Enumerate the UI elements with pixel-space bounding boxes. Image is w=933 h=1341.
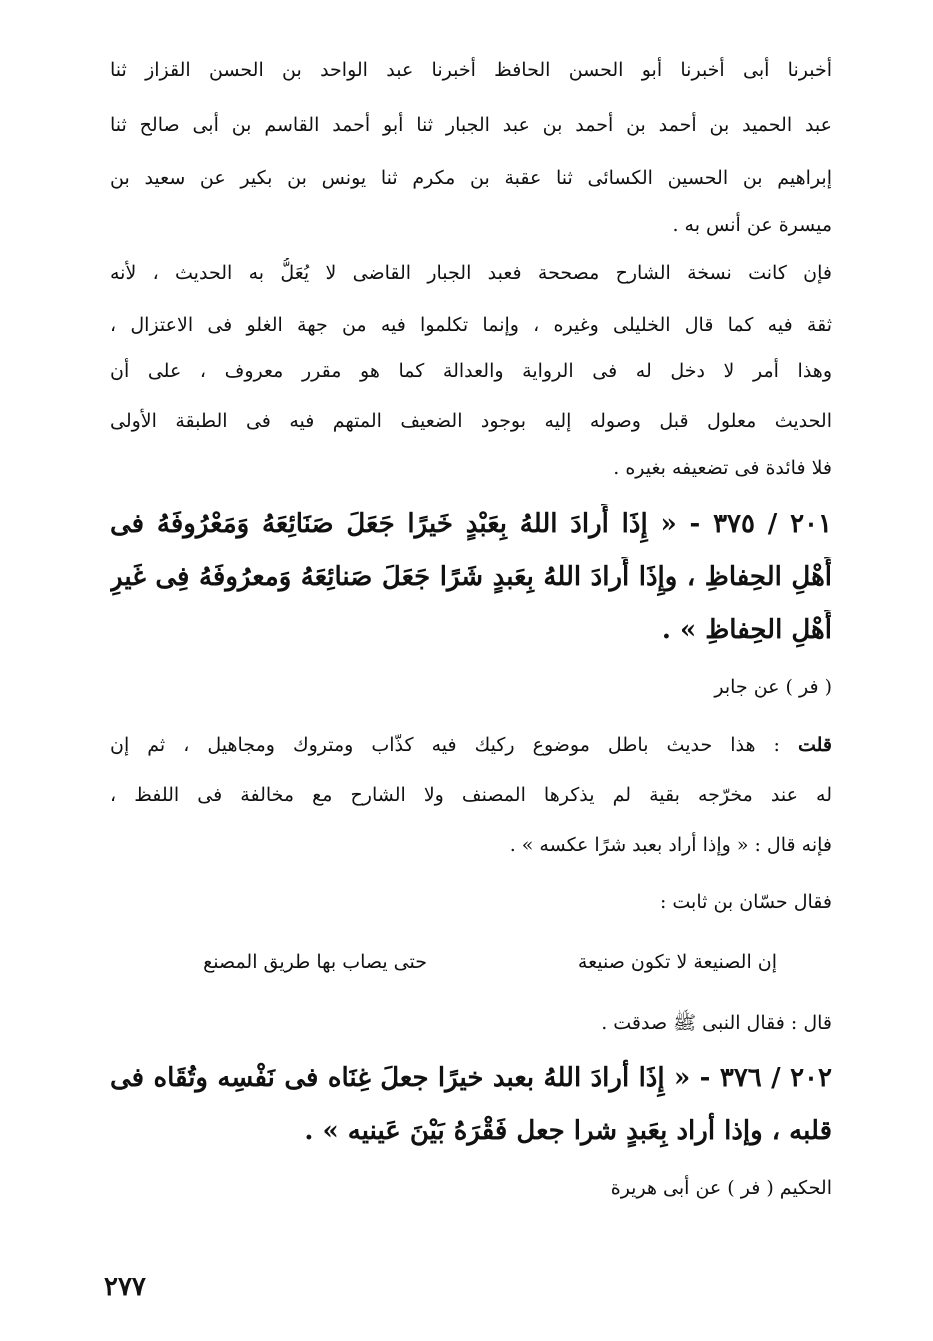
qultu-line: فإنه قال : « وإذا أراد بعبد شرًا عكسه » .: [509, 834, 832, 856]
qultu-label: قلت: [797, 734, 832, 756]
isnad-line: ميسرة عن أنس به .: [672, 214, 832, 236]
commentary-line: فإن كانت نسخة الشارح مصححة فعبد الجبار القاضى لا يُعَلُّ به الحديث ، لأنه: [110, 262, 832, 284]
commentary-line: فلا فائدة فى تضعيفه بغيره .: [613, 457, 832, 479]
isnad-line: إبراهيم بن الحسين الكسائى ثنا عقبة بن مكرم ثنا يونس بن بكير عن سعيد بن: [110, 167, 832, 189]
prophet-reply: قال : فقال النبى ﷺ صدقت .: [601, 1012, 832, 1034]
qultu-text: : هذا حديث باطل موضوع ركيك فيه كذّاب ومتروك ومجاهيل ، ثم إن: [110, 734, 780, 756]
page-number: ٢٧٧: [104, 1272, 146, 1302]
verse-second-hemistich: حتى يصاب بها طريق المصنع: [203, 951, 427, 973]
poet-intro: فقال حسّان بن ثابت :: [659, 891, 832, 913]
hadith-source: الحكيم ( فر ) عن أبى هريرة: [610, 1177, 832, 1199]
hadith-text-line: ٢٠٢ / ٣٧٦ - « إِذَا أرادَ اللهُ بعبد خيرًا جعلَ غِنَاه فى نَفْسِه وتُقَاه فى: [110, 1063, 832, 1093]
isnad-line: أخبرنا أبى أخبرنا أبو الحسن الحافظ أخبرنا عبد الواحد بن الحسن القزاز ثنا: [110, 59, 832, 81]
hadith-text-line: أَهْلِ الحِفاظِ » .: [661, 615, 832, 645]
hadith-text-line: أَهْلِ الحِفاظِ ، وإِذَا أَرادَ اللهُ بِعَبدٍ شَرًا جَعَلَ صَنائِعَهُ وَمعرُوفَهُ فِى غَيرِ: [110, 562, 832, 592]
hadith-text-line: قلبه ، وإذا أراد بِعَبدٍ شرا جعل فَقْرَهُ بَيْنَ عَينيه » .: [304, 1116, 832, 1146]
hadith-source: ( فر ) عن جابر: [714, 676, 832, 698]
isnad-line: عبد الحميد بن أحمد بن أحمد بن عبد الجبار ثنا أبو أحمد القاسم بن أبى صالح ثنا: [110, 114, 832, 136]
verse-first-hemistich: إن الصنيعة لا تكون صنيعة: [577, 951, 777, 973]
hadith-text-line: ٢٠١ / ٣٧٥ - « إِذَا أَرادَ اللهُ بِعَبْدٍ خَيرًا جَعَلَ صَنَائِعَهُ وَمَعْرُوفَهُ فى: [110, 509, 832, 539]
commentary-line: الحديث معلول قبل وصوله إليه بوجود الضعيف المتهم فيه فى الطبقة الأولى: [110, 410, 832, 432]
commentary-line: وهذا أمر لا دخل له فى الرواية والعدالة كما هو مقرر معروف ، على أن: [110, 360, 832, 382]
commentary-line: ثقة فيه كما قال الخليلى وغيره ، وإنما تكلموا فيه من جهة الغلو فى الاعتزال ،: [110, 314, 832, 336]
qultu-line: له عند مخرّجه بقية لم يذكرها المصنف ولا الشارح مع مخالفة فى اللفظ ،: [110, 784, 832, 806]
qultu-line: [110, 730, 832, 760]
